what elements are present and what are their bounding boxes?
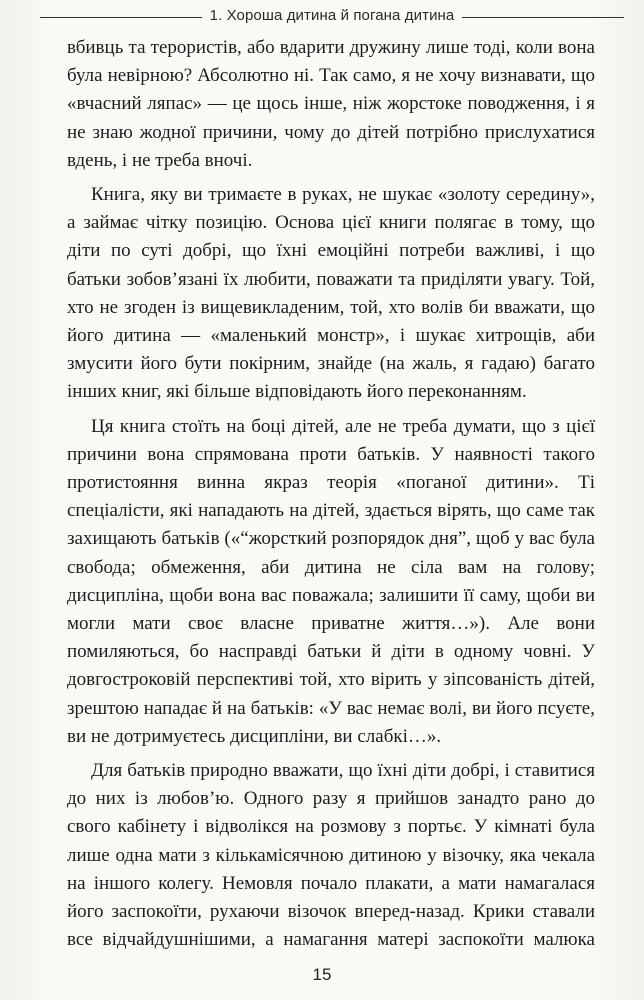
paragraph-3: Ця книга стоїть на боці дітей, але не треба думати, що з цієї причини вона спрямована проти батьків. У наявності такого протистояння винна якраз теорія «поганої дитини». Ті спеціалісти, які нападають на дітей, здається вірять, що саме так захищають батьків («“жорсткий розпорядок дня”, щоб у вас була свобода; обмеження, аби дитина не сіла вам на голову; дисципліна, щоби вона вас поважала; залишити її саму, щоби ви могли мати своє власне приватне життя…»). Але вони помиляються, бо насправді батьки й діти в одному човні. У довгостроковій перспективі той, хто вірить у зіпсованість дітей, зрештою нападає й на батьків: «У вас немає волі, ви його псуєте, ви не дотримуєтесь дисципліни, ви слабкі…». (67, 415, 595, 747)
page-body-text (67, 34, 595, 954)
paragraph-1: вбивць та терористів, або вдарити дружину лише тоді, коли вона була невірною? Абсолютно ні. Так само, я не хочу визнавати, що «вчасний ляпас» — це щось інше, ніж жорстоке поводження, і я не знаю жодної причини, чому до дітей потрібно прислухатися вдень, і не треба вночі. (67, 37, 595, 171)
header-rule-left (40, 17, 202, 18)
paragraph-2: Книга, яку ви тримаєте в руках, не шукає «золоту середину», а займає чітку позицію. Основа цієї книги полягає в тому, що діти по суті добрі, що їхні емоційні потреби важливі, і що батьки зобов’язані їх любити, поважати та приділяти увагу. Той, хто не згоден із вищевикладеним, той, хто волів би вважати, що його дитина — «маленький монстр», і шукає хитрощів, аби змусити його бути покірним, знайде (на жаль, я гадаю) багато інших книг, які більше відповідають його переконанням. (67, 184, 595, 403)
running-header (40, 0, 624, 30)
header-rule-right (462, 17, 624, 18)
paragraph-4: Для батьків природно вважати, що їхні діти добрі, і ставитися до них із любов’ю. Одного разу я прийшов занадто рано до свого кабінету і відволікся на розмову з портьє. У кімнаті була лише одна мати з кількамісячною дитиною у візочку, яка чекала на іншого колегу. Немовля почало плакати, а мати намагалася його заспокоїти, рухаючи візочок вперед-назад. Крики ставали все відчайдушнішими, а намагання матері заспокоїти малюка (67, 760, 595, 951)
running-title: 1. Хороша дитина й погана дитина (209, 6, 455, 24)
page-number: 15 (312, 965, 332, 984)
